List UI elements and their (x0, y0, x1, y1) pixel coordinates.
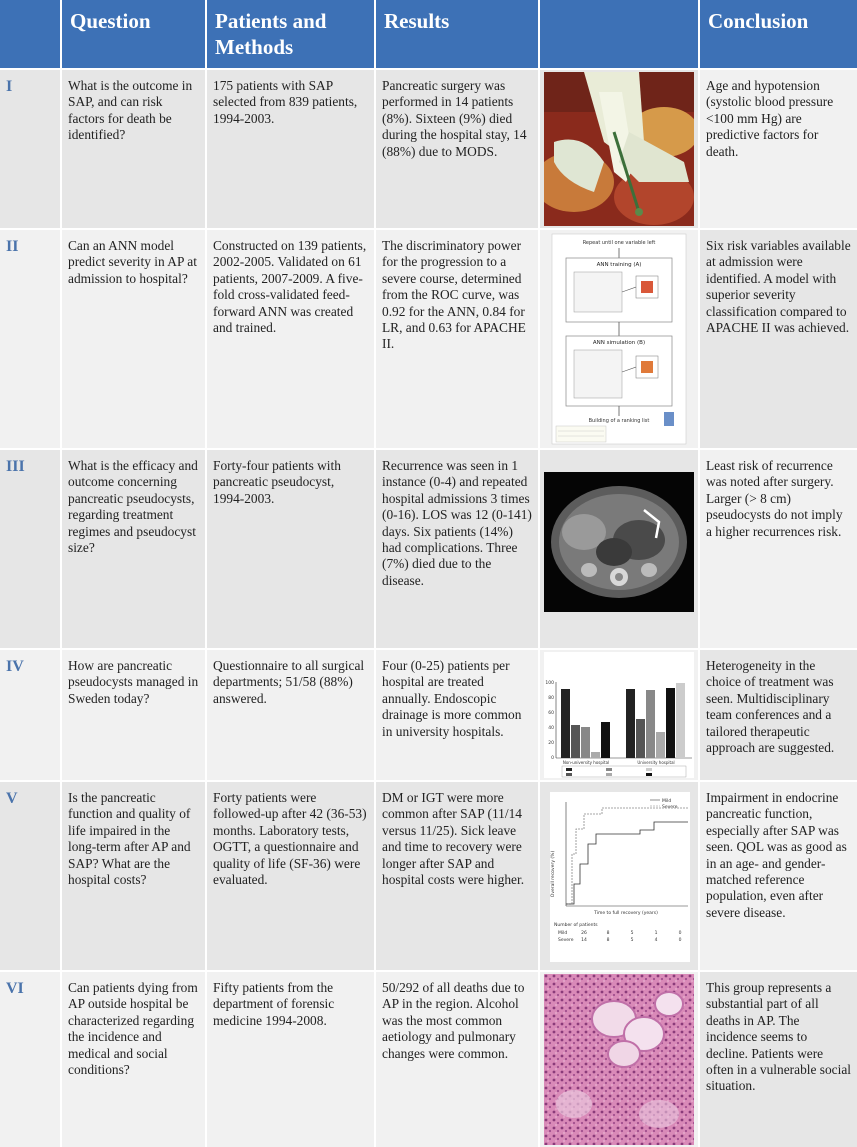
row-number (0, 972, 60, 1147)
methods-text: Questionnaire to all surgical departments; 51/58 (88%) answered. (213, 658, 365, 706)
header-results-label: Results (384, 9, 450, 33)
legend-label: Mild (662, 799, 672, 804)
methods-cell (207, 972, 374, 1147)
conclusion-cell (700, 650, 857, 780)
group-label: University hospital (637, 760, 675, 765)
question-cell (62, 650, 205, 780)
question-text: How are pancreatic pseudocysts managed in Sweden today? (68, 658, 199, 706)
ann-flowchart (540, 230, 698, 448)
ytick-label: 60 (548, 711, 554, 716)
header-conclusion (700, 0, 857, 68)
row-number-label: VI (6, 980, 24, 997)
question-text: What is the efficacy and outcome concerning pancreatic pseudocysts, regarding treatment regimes and pseudocyst size? (68, 458, 198, 556)
km-ylabel: Overall recovery (%) (551, 850, 556, 898)
methods-text: Forty-four patients with pancreatic pseudocyst, 1994-2003. (213, 458, 341, 506)
conclusion-cell (700, 972, 857, 1147)
methods-text: Forty patients were followed-up after 42 (36-53) months. Laboratory tests, OGTT, a questionnaire and quality of life (SF-36) were evaluated. (213, 790, 367, 888)
header-question-label: Question (70, 9, 151, 33)
flow-training-label: ANN training (A) (596, 262, 642, 268)
km-curve (540, 782, 698, 970)
question-text: Can an ANN model predict severity in AP at admission to hospital? (68, 238, 197, 286)
header-question (62, 0, 205, 68)
risk-count: 0 (678, 931, 682, 936)
header-results (376, 0, 538, 68)
risk-count: 26 (581, 931, 587, 936)
header-image (540, 0, 698, 68)
methods-text: Constructed on 139 patients, 2002-2005. Validated on 61 patients, 2007-2009. A five-fold cross-validated feed-forward ANN was created and trained. (213, 238, 367, 336)
header-conclusion-label: Conclusion (708, 9, 809, 33)
bar-chart (540, 650, 698, 780)
results-text: 50/292 of all deaths due to AP in the region. Alcohol was the most common aetiology and pulmonary changes were common. (382, 980, 525, 1061)
methods-cell (207, 782, 374, 970)
ct-scan-image (544, 452, 694, 646)
results-cell (376, 230, 538, 448)
question-text: Can patients dying from AP outside hospital be characterized regarding the incidence and medical and social conditions? (68, 980, 198, 1078)
conclusion-cell (700, 450, 857, 648)
results-text: Recurrence was seen in 1 instance (0-4) and repeated hospital admissions 3 times (0-16). LOS was 12 (0-141) days. Six patients (14%) had complications. Three (7%) died due to the disease. (382, 458, 532, 588)
ytick-label: 20 (548, 741, 554, 746)
surgery-photo-image (544, 72, 694, 226)
conclusion-text: Age and hypotension (systolic blood pressure <100 mm Hg) are predictive factors for death. (706, 78, 834, 159)
conclusion-text: Six risk variables available at admission were identified. A model with superior severity classification compared to APACHE II was achieved. (706, 238, 851, 336)
results-text: Four (0-25) patients per hospital are treated annually. Endoscopic drainage is more common in university hospitals. (382, 658, 522, 739)
flow-end-label: Building of a ranking list (588, 418, 650, 424)
row-number (0, 650, 60, 780)
risk-count: 5 (630, 938, 634, 943)
conclusion-text: This group represents a substantial part of all deaths in AP. The incidence seems to decline. Patients were often in a vulnerable social situation. (706, 980, 852, 1094)
km-xlabel: Time to full recovery (years) (594, 911, 658, 916)
header-cell-number (0, 0, 60, 68)
row-number (0, 782, 60, 970)
km-curve-image (544, 784, 694, 968)
risk-count: 14 (581, 938, 587, 943)
conclusion-text: Heterogeneity in the choice of treatment was seen. Multidisciplinary team conferences and a tailored therapeutic approach are suggested. (706, 658, 835, 756)
bar-chart-image (544, 652, 694, 778)
ytick-label: 0 (551, 756, 554, 761)
header-methods-line1: Patients and (215, 9, 327, 33)
results-cell (376, 972, 538, 1147)
question-cell (62, 450, 205, 648)
ytick-label: 40 (548, 726, 554, 731)
conclusion-cell (700, 782, 857, 970)
row-number-label: III (6, 458, 25, 475)
methods-text: 175 patients with SAP selected from 839 patients, 1994-2003. (213, 78, 358, 126)
results-text: The discriminatory power for the progression to a severe course, determined from the ROC curve, was 0.92 for the ANN, 0.84 for LR, and 0.63 for APACHE II. (382, 238, 526, 352)
methods-text: Fifty patients from the department of forensic medicine 1994-2008. (213, 980, 335, 1028)
header-methods (207, 0, 374, 68)
ann-flowchart-image (544, 232, 694, 446)
results-text: Pancreatic surgery was performed in 14 patients (8%). Sixteen (9%) died during the hospital stay, 14 (88%) due to MODS. (382, 78, 527, 159)
ytick-label: 80 (548, 696, 554, 701)
surgery-photo (540, 70, 698, 228)
row-number-label: V (6, 790, 18, 807)
methods-cell (207, 230, 374, 448)
results-cell (376, 782, 538, 970)
risk-count: 8 (606, 938, 610, 943)
results-cell (376, 70, 538, 228)
methods-cell (207, 650, 374, 780)
row-number-label: IV (6, 658, 24, 675)
risk-count: 4 (654, 938, 658, 943)
legend-label: Severe (662, 805, 678, 810)
risk-count: 8 (606, 931, 610, 936)
results-text: DM or IGT were more common after SAP (11/14 versus 11/25). Sick leave and time to recovery were longer after SAP and hospital costs were higher. (382, 790, 525, 888)
methods-cell (207, 450, 374, 648)
ytick-label: 100 (545, 681, 554, 686)
row-number (0, 450, 60, 648)
risk-count: 5 (630, 931, 634, 936)
risk-label: Mild (558, 931, 568, 936)
row-number-label: I (6, 78, 13, 95)
results-cell (376, 450, 538, 648)
methods-cell (207, 70, 374, 228)
conclusion-cell (700, 70, 857, 228)
conclusion-cell (700, 230, 857, 448)
group-label: Non-university hospital (562, 760, 610, 765)
risk-count: 1 (654, 931, 658, 936)
row-number (0, 70, 60, 228)
question-cell (62, 782, 205, 970)
question-text: Is the pancreatic function and quality of life impaired in the long-term after AP and SAP? What are the hospital costs? (68, 790, 191, 888)
row-number-label: II (6, 238, 19, 255)
question-cell (62, 70, 205, 228)
question-cell (62, 230, 205, 448)
flow-simulation-label: ANN simulation (B) (592, 340, 646, 346)
results-cell (376, 650, 538, 780)
histology-photo (540, 972, 698, 1147)
question-text: What is the outcome in SAP, and can risk factors for death be identified? (68, 78, 193, 143)
histology-image (544, 974, 694, 1145)
risk-count: 0 (678, 938, 682, 943)
ct-scan (540, 450, 698, 648)
conclusion-text: Least risk of recurrence was noted after surgery. Larger (> 8 cm) pseudocysts do not imply a higher recurrences risk. (706, 458, 843, 539)
row-number (0, 230, 60, 448)
risk-title: Number of patients (554, 923, 598, 928)
header-methods-line2: Methods (215, 35, 294, 59)
conclusion-text: Impairment in endocrine pancreatic function, especially after SAP was seen. QOL was as good as in an age- and gender-matched reference population, even after severe disease. (706, 790, 847, 920)
question-cell (62, 972, 205, 1147)
flow-start-label: Repeat until one variable left (582, 240, 656, 246)
risk-label: Severe (558, 938, 574, 943)
